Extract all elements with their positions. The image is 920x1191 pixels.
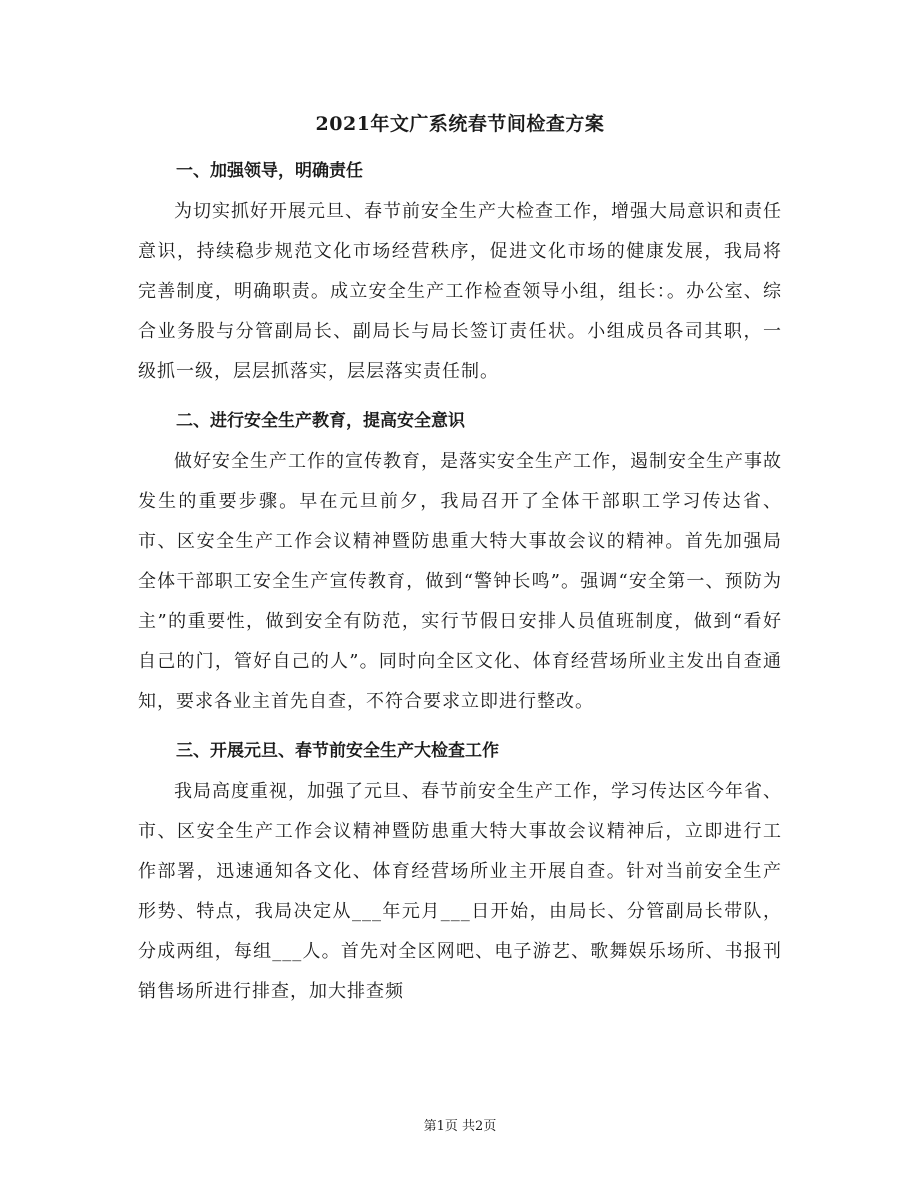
section-paragraph: 做好安全生产工作的宣传教育，是落实安全生产工作，遏制安全生产事故发生的重要步骤。早在元旦前夕，我局召开了全体干部职工学习传达省、市、区安全生产工作会议精神暨防患重大特大事故会议的精神。首先加强局全体干部职工安全生产宣传教育，做到“警钟长鸣”。强调“安全第一、预防为主”的重要性，做到安全有防范，实行节假日安排人员值班制度，做到“看好自己的门，管好自己的人”。同时向全区文化、体育经营场所业主发出自查通知，要求各业主首先自查，不符合要求立即进行整改。 [138,451,782,712]
section-inspection [138,730,782,1012]
section-paragraph: 为切实抓好开展元旦、春节前安全生产大检查工作，增强大局意识和责任意识，持续稳步规范文化市场经营秩序，促进文化市场的健康发展，我局将完善制度，明确职责。成立安全生产工作检查领导小组，组长：。办公室、综合业务股与分管副局长、副局长与局长签订责任状。小组成员各司其职，一级抓一级，层层抓落实，层层落实责任制。 [138,201,782,382]
section-heading: 一、加强领导，明确责任 [176,161,363,181]
section-paragraph: 我局高度重视，加强了元旦、春节前安全生产工作，学习传达区今年省、市、区安全生产工作会议精神暨防患重大特大事故会议精神后，立即进行工作部署，迅速通知各文化、体育经营场所业主开展自查。针对当前安全生产形势、特点，我局决定从___年元月___日开始，由局长、分管副局长带队，分成两组，每组___人。首先对全区网吧、电子游艺、歌舞娱乐场所、书报刊销售场所进行排查，加大排查频 [138,781,782,1002]
section-heading: 二、进行安全生产教育，提高安全意识 [176,411,465,431]
section-leadership [138,150,782,392]
document-title: 2021年文广系统春节间检查方案 [315,113,605,135]
section-education [138,400,782,722]
document-body [138,150,782,1020]
page-number: 第1页 共2页 [423,1119,497,1134]
section-heading: 三、开展元旦、春节前安全生产大检查工作 [176,741,499,761]
